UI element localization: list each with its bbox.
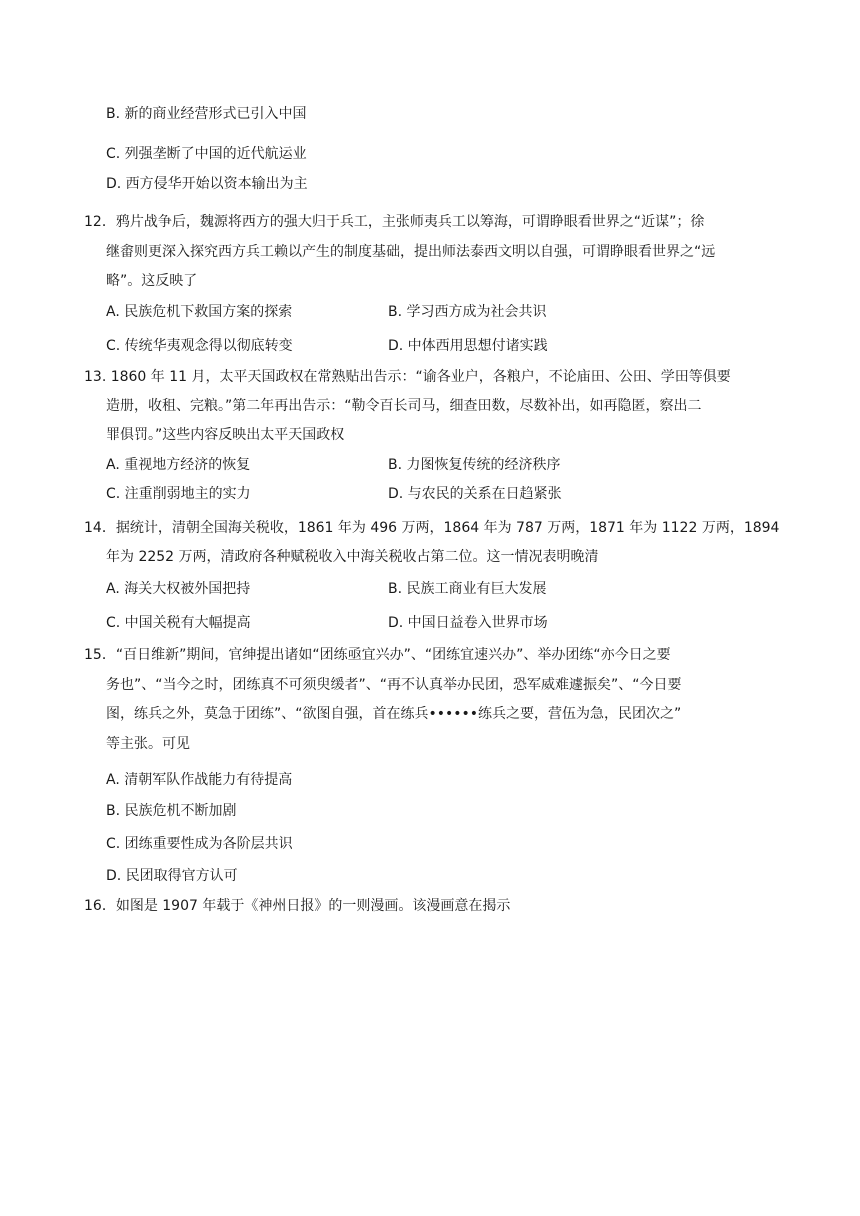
q15-option-d: D. 民团取得官方认可: [106, 868, 238, 884]
q12-option-d: D. 中体西用思想付诸实践: [388, 338, 548, 354]
q11-option-b: B. 新的商业经营形式已引入中国: [106, 106, 307, 122]
q12-option-c: C. 传统华夷观念得以彻底转变: [106, 338, 293, 354]
q13-option-d: D. 与农民的关系在日趋紧张: [388, 486, 562, 502]
q13-stem-line-3: 罪俱罚。”这些内容反映出太平天国政权: [106, 427, 345, 443]
q15-stem-line-1: 15．“百日维新”期间，官绅提出诸如“团练亟宜兴办”、“团练宜速兴办”、举办团练“亦今日之要: [84, 647, 671, 663]
q15-option-c: C. 团练重要性成为各阶层共识: [106, 836, 293, 852]
q13-stem-line-2: 造册，收租、完粮。”第二年再出告示：“勒令百长司马，细查田数，尽数补出，如再隐匿，察出二: [106, 398, 702, 414]
q12-stem-line-3: 略”。这反映了: [106, 273, 198, 289]
q15-option-b: B. 民族危机不断加剧: [106, 803, 237, 819]
q14-stem-line-1: 14．据统计，清朝全国海关税收，1861 年为 496 万两，1864 年为 787 万两，1871 年为 1122 万两，1894: [84, 520, 780, 536]
q12-option-b: B. 学习西方成为社会共识: [388, 304, 547, 320]
q11-option-d: D. 西方侵华开始以资本输出为主: [106, 176, 308, 192]
q12-stem-line-2: 继畬则更深入探究西方兵工赖以产生的制度基础，提出师法泰西文明以自强，可谓睁眼看世界之“远: [106, 244, 716, 260]
q14-option-c: C. 中国关税有大幅提高: [106, 615, 251, 631]
q16-stem-line-1: 16．如图是 1907 年载于《神州日报》的一则漫画。该漫画意在揭示: [84, 898, 511, 914]
q15-stem-line-3: 图，练兵之外，莫急于团练”、“欲图自强，首在练兵••••••练兵之要，营伍为急，民团次之”: [106, 706, 682, 722]
q14-option-d: D. 中国日益卷入世界市场: [388, 615, 548, 631]
q12-stem-line-1: 12．鸦片战争后，魏源将西方的强大归于兵工，主张师夷兵工以筹海，可谓睁眼看世界之“近谋”；徐: [84, 214, 705, 230]
q15-option-a: A. 清朝军队作战能力有待提高: [106, 772, 293, 788]
q13-option-c: C. 注重削弱地主的实力: [106, 486, 251, 502]
q13-stem-line-1: 13. 1860 年 11 月，太平天国政权在常熟贴出告示：“谕各业户，各粮户，不论庙田、公田、学田等俱要: [84, 369, 731, 385]
q12-option-a: A. 民族危机下救国方案的探索: [106, 304, 293, 320]
q11-option-c: C. 列强垄断了中国的近代航运业: [106, 146, 307, 162]
q14-stem-line-2: 年为 2252 万两，清政府各种赋税收入中海关税收占第二位。这一情况表明晚清: [106, 549, 599, 565]
q15-stem-line-2: 务也”、“当今之时，团练真不可须臾缓者”、“再不认真举办民团，恐军威难遽振矣”、“今日要: [106, 677, 682, 693]
q15-stem-line-4: 等主张。可见: [106, 736, 190, 752]
q14-option-b: B. 民族工商业有巨大发展: [388, 581, 547, 597]
q13-option-a: A. 重视地方经济的恢复: [106, 457, 251, 473]
q14-option-a: A. 海关大权被外国把持: [106, 581, 251, 597]
q13-option-b: B. 力图恢复传统的经济秩序: [388, 457, 561, 473]
